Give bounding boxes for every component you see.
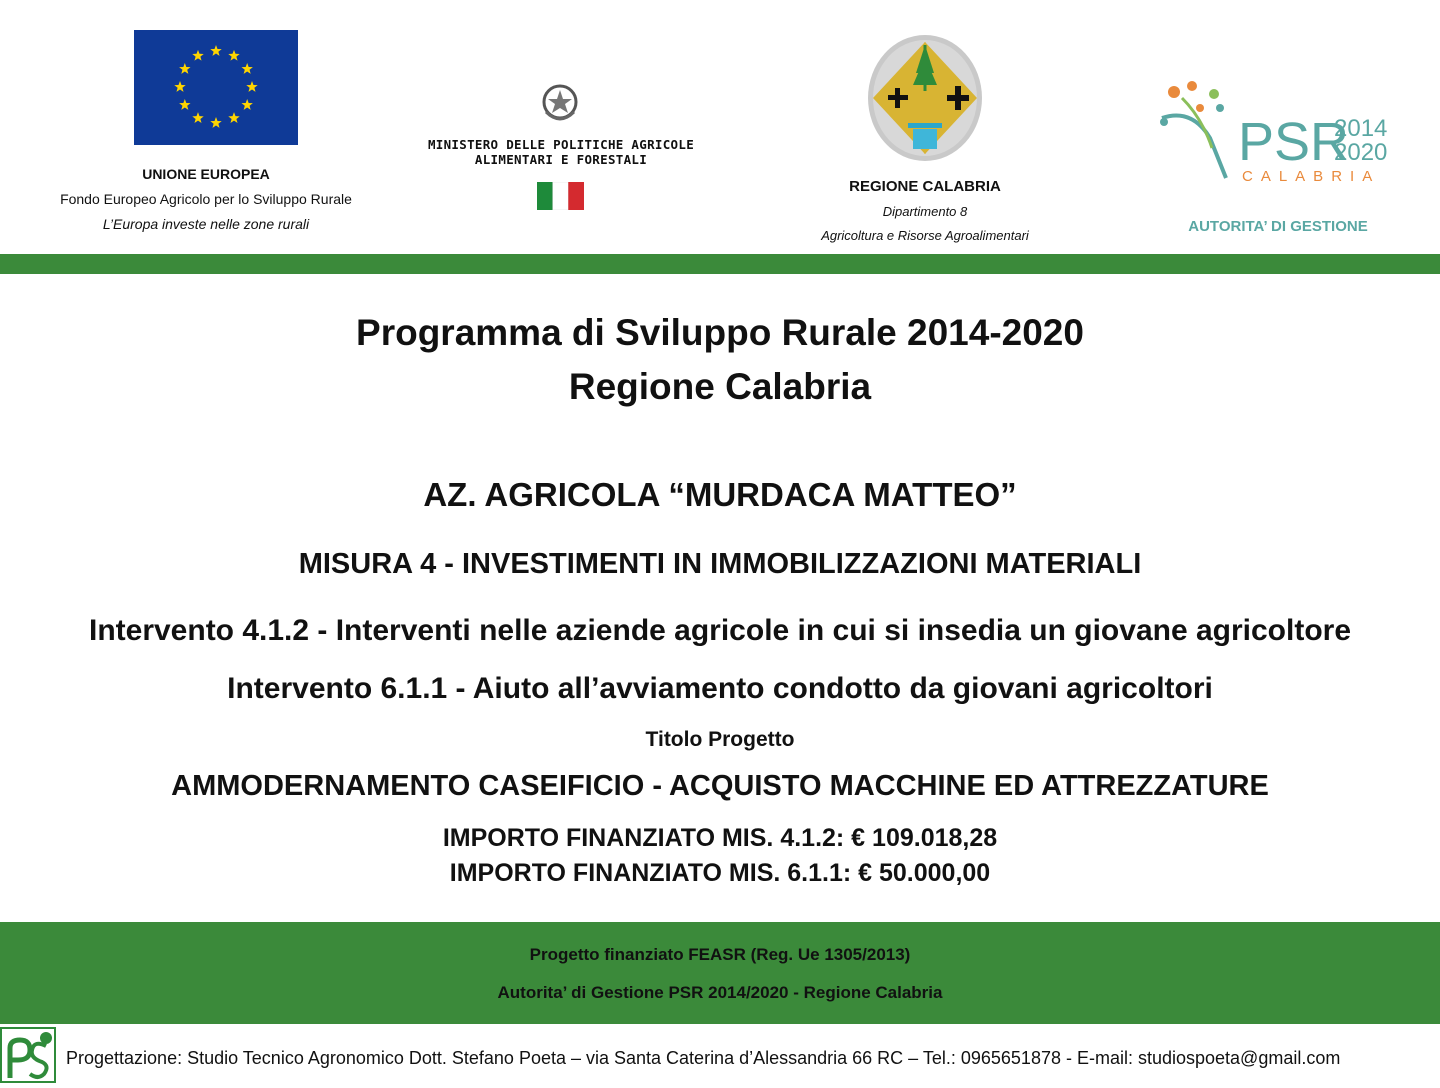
psr-managing-authority: AUTORITA’ DI GESTIONE	[1188, 218, 1368, 235]
eu-title: UNIONE EUROPEA	[142, 166, 270, 182]
eu-flag-logo	[134, 30, 298, 145]
psr-region-word: CALABRIA	[1242, 168, 1381, 185]
bottom-green-band	[0, 922, 1440, 1024]
company-name: AZ. AGRICOLA “MURDACA MATTEO”	[423, 476, 1017, 513]
measure-title: MISURA 4 - INVESTIMENTI IN IMMOBILIZZAZIONI MATERIALI	[298, 548, 1142, 580]
program-title: Programma di Sviluppo Rurale 2014-2020	[356, 312, 1084, 353]
project-title-label: Titolo Progetto	[645, 728, 795, 751]
psr-year-top: 2014	[1334, 115, 1388, 142]
region-department-name: Agricoltura e Risorse Agroalimentari	[821, 228, 1029, 243]
italian-flag	[537, 182, 584, 210]
program-region: Regione Calabria	[568, 366, 872, 407]
project-title: AMMODERNAMENTO CASEIFICIO - ACQUISTO MACCHINE ED ATTREZZATURE	[171, 770, 1269, 802]
top-green-divider	[0, 254, 1440, 274]
funded-amount-4-1-2: IMPORTO FINANZIATO MIS. 4.1.2: € 109.018,28	[442, 824, 998, 852]
psr-year-bottom: 2020	[1334, 139, 1388, 166]
region-department: Dipartimento 8	[882, 204, 968, 219]
funded-amount-6-1-1: IMPORTO FINANZIATO MIS. 6.1.1: € 50.000,00	[449, 859, 991, 887]
intervention-4-1-2: Intervento 4.1.2 - Interventi nelle aziende agricole in cui si insedia un giovane agricoltore	[88, 614, 1352, 647]
intervention-6-1-1: Intervento 6.1.1 - Aiuto all’avviamento condotto da giovani agricoltori	[227, 672, 1213, 705]
studio-poeta-logo	[0, 1026, 58, 1083]
psr-brand-text: PSR	[1238, 112, 1350, 172]
region-title: REGIONE CALABRIA	[849, 178, 1001, 195]
italian-republic-emblem	[540, 82, 580, 126]
psr-calabria-logo	[1152, 78, 1392, 186]
ministry-name-line1: MINISTERO DELLE POLITICHE AGRICOLE	[427, 137, 695, 152]
ministry-name-line2: ALIMENTARI E FORESTALI	[474, 152, 648, 167]
managing-authority-text: Autorita’ di Gestione PSR 2014/2020 - Regione Calabria	[497, 983, 943, 1002]
eu-motto: L’Europa investe nelle zone rurali	[102, 216, 310, 232]
footer-credits: Progettazione: Studio Tecnico Agronomico Dott. Stefano Poeta – via Santa Caterina d’Alessandria 66 RC – Tel.: 0965651878 - E-mail: studiospoeta@gmail.com	[66, 1048, 1341, 1068]
eu-fund-name: Fondo Europeo Agricolo per lo Sviluppo Rurale	[60, 191, 352, 207]
regione-calabria-emblem	[866, 33, 984, 163]
funding-regulation-text: Progetto finanziato FEASR (Reg. Ue 1305/2013)	[529, 945, 911, 964]
